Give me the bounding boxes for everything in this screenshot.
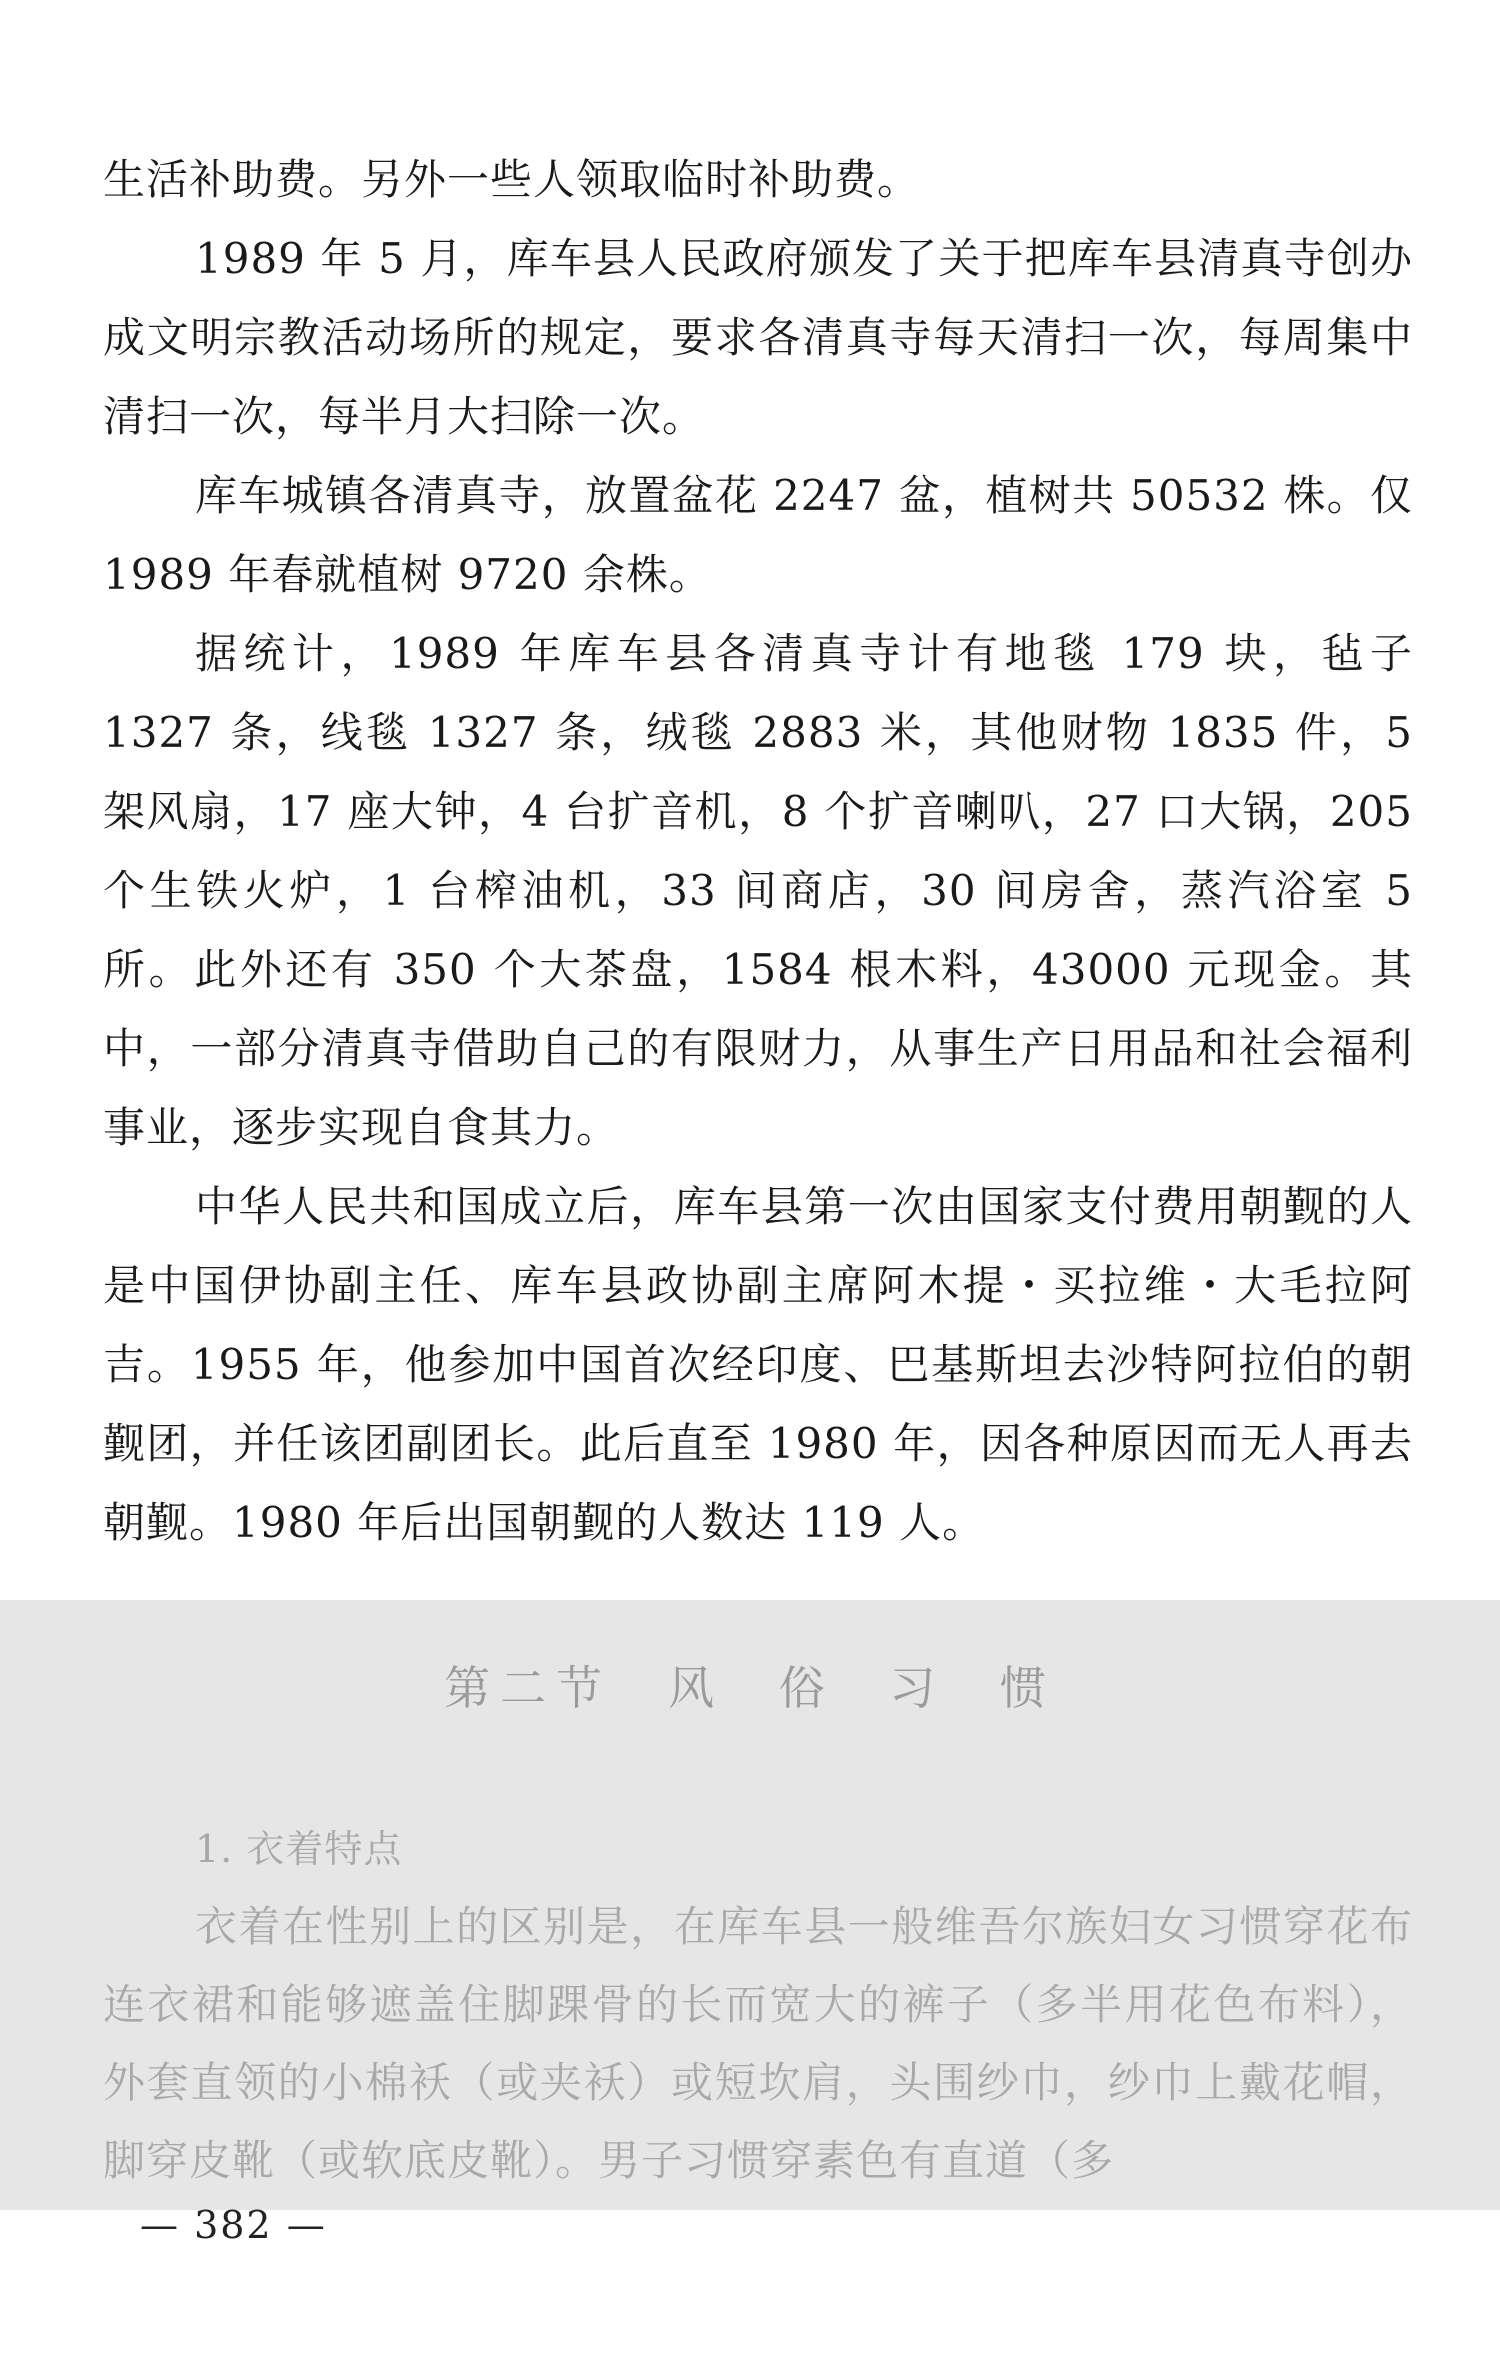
section-subhead: 1. 衣着特点 (195, 1827, 403, 1871)
paragraph-mosque-cleaning: 1989 年 5 月，库车县人民政府颁发了关于把库车县清真寺创办成文明宗教活动场所的规定，要求各清真寺每天清扫一次，每周集中清扫一次，每半月大扫除一次。 (103, 234, 1413, 441)
body-text (103, 140, 1413, 1562)
section-body (103, 1810, 1413, 2200)
paragraph-continuation: 生活补助费。另外一些人领取临时补助费。 (103, 155, 921, 204)
page-number: — 382 — (140, 2203, 327, 2247)
paragraph-pilgrimage: 中华人民共和国成立后，库车县第一次由国家支付费用朝觐的人是中国伊协副主任、库车县政协副主席阿木提・买拉维・大毛拉阿吉。1955 年，他参加中国首次经印度、巴基斯坦去沙特阿拉伯的朝觐团，并任该团副团长。此后直至 1980 年，因各种原因而无人再去朝觐。1980 年后出国朝觐的人数达 119 人。 (103, 1182, 1413, 1547)
paragraph-statistics: 据统计，1989 年库车县各清真寺计有地毯 179 块，毡子 1327 条，线毯 1327 条，绒毯 2883 米，其他财物 1835 件，5 架风扇，17 座大钟，4 台扩音机，8 个扩音喇叭，27 口大锅，205 个生铁火炉，1 台榨油机，33 间商店，30 间房舍，蒸汽浴室 5 所。此外还有 350 个大茶盘，1584 根木料，43000 元现金。其中，一部分清真寺借助自己的有限财力，从事生产日用品和社会福利事业，逐步实现自食其力。 (103, 629, 1413, 1152)
section-paragraph: 衣着在性别上的区别是，在库车县一般维吾尔族妇女习惯穿花布连衣裙和能够遮盖住脚踝骨的长而宽大的裤子（多半用花色布料），外套直领的小棉袄（或夹袄）或短坎肩，头围纱巾，纱巾上戴花帽，脚穿皮靴（或软底皮靴）。男子习惯穿素色有直道（多 (103, 1902, 1413, 2185)
paragraph-flowers-trees: 库车城镇各清真寺，放置盆花 2247 盆，植树共 50532 株。仅 1989 年春就植树 9720 余株。 (103, 471, 1413, 599)
section-title: 第二节 风 俗 习 惯 (444, 1661, 1056, 1715)
